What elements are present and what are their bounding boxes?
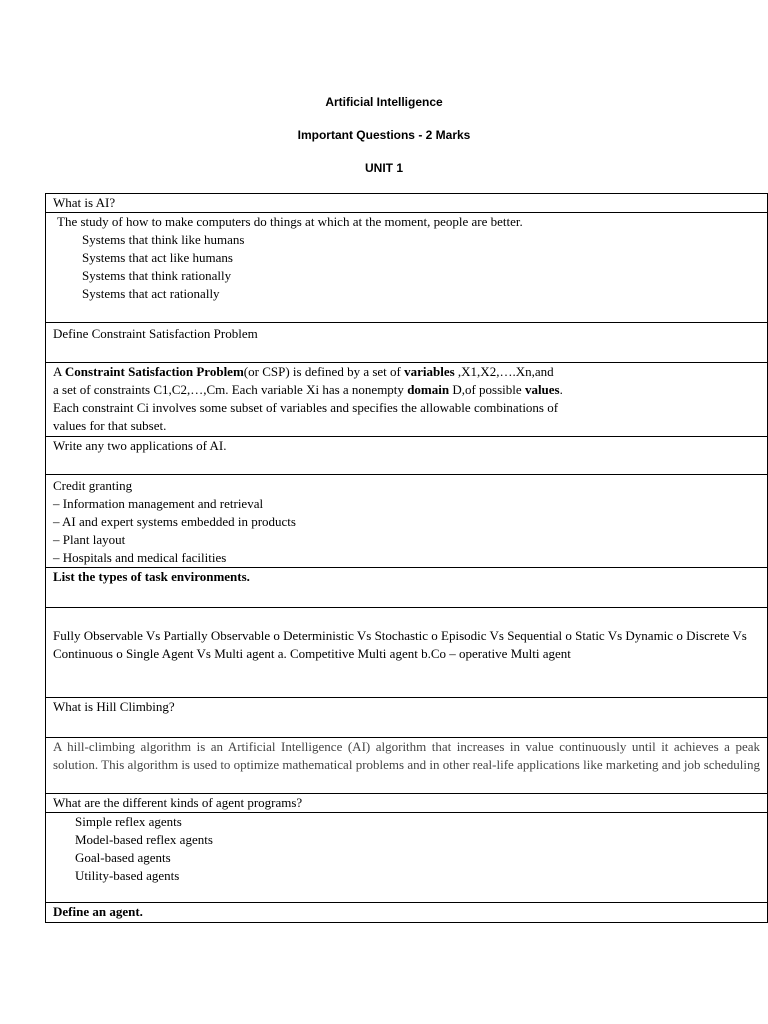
question-text: What is Hill Climbing? (53, 699, 175, 714)
answer-cell (46, 813, 768, 903)
question-cell (46, 323, 768, 363)
list-item: – Plant layout (53, 532, 126, 547)
answer-cell (46, 738, 768, 794)
answer-cell (46, 475, 768, 568)
question-cell (46, 903, 768, 923)
bold-term: values (524, 382, 560, 397)
question-text: Define Constraint Satisfaction Problem (53, 326, 258, 341)
question-cell (46, 794, 768, 813)
document-title: Artificial Intelligence (325, 95, 443, 109)
answer-line: values for that subset. (53, 418, 167, 433)
bold-term: variables (404, 364, 455, 379)
question-text: What are the different kinds of agent programs? (53, 795, 303, 810)
bold-term: Constraint Satisfaction Problem (64, 364, 244, 379)
question-cell (46, 698, 768, 738)
list-item: Systems that think rationally (82, 268, 232, 283)
question-cell (46, 568, 768, 608)
table-row (46, 813, 768, 903)
answer-line (53, 363, 760, 381)
table-row (46, 213, 768, 323)
text-run: D,of possible (449, 382, 525, 397)
table-row (46, 608, 768, 698)
list-item: Systems that think like humans (82, 232, 245, 247)
list-item: – Hospitals and medical facilities (53, 550, 227, 565)
answer-intro: The study of how to make computers do things at which at the moment, people are better. (57, 214, 523, 229)
text-run: ,X1,X2,….Xn,and (454, 364, 554, 379)
list-item: Simple reflex agents (75, 814, 182, 829)
answer-line: Each constraint Ci involves some subset of variables and specifies the allowable combinations of (53, 400, 559, 415)
question-text: Write any two applications of AI. (53, 438, 227, 453)
text-run: . (559, 382, 563, 397)
text-run: A (53, 364, 65, 379)
answer-line (53, 381, 760, 399)
table-row (46, 903, 768, 923)
question-text: What is AI? (53, 195, 116, 210)
document-subtitle: Important Questions - 2 Marks (297, 128, 471, 142)
list-item: Systems that act like humans (82, 250, 233, 265)
table-row (46, 698, 768, 738)
questions-table (45, 193, 768, 923)
table-row (46, 794, 768, 813)
table-row (46, 437, 768, 475)
question-text: Define an agent. (53, 904, 143, 919)
list-item: Goal-based agents (75, 850, 171, 865)
list-item: Systems that act rationally (82, 286, 220, 301)
answer-text: A hill-climbing algorithm is an Artificial Intelligence (AI) algorithm that increases in value continuously until it achieves a peak solution. This algorithm is used to optimize mathematical problems and in other real-life applications like marketing and job scheduling (53, 739, 761, 772)
table-row (46, 363, 768, 437)
table-row (46, 194, 768, 213)
text-run: a set of constraints C1,C2,…,Cm. Each variable Xi has a nonempty (53, 382, 408, 397)
question-cell (46, 194, 768, 213)
list-item: Utility-based agents (75, 868, 180, 883)
list-item: – AI and expert systems embedded in products (53, 514, 296, 529)
bold-term: domain (407, 382, 450, 397)
table-row (46, 475, 768, 568)
table-row (46, 323, 768, 363)
unit-heading: UNIT 1 (364, 161, 403, 175)
answer-cell (46, 608, 768, 698)
answer-cell (46, 213, 768, 323)
question-text: List the types of task environments. (53, 569, 250, 584)
table-row (46, 738, 768, 794)
question-cell (46, 437, 768, 475)
list-item: Credit granting (53, 478, 133, 493)
answer-text: Fully Observable Vs Partially Observable o Deterministic Vs Stochastic o Episodic Vs Sequential o Static Vs Dynamic o Discrete Vs Continuous o Single Agent Vs Multi agent a. Competitive Multi agent b.Co – operative Multi agent (53, 628, 747, 661)
list-item: – Information management and retrieval (53, 496, 264, 511)
answer-cell (46, 363, 768, 437)
table-row (46, 568, 768, 608)
list-item: Model-based reflex agents (75, 832, 213, 847)
text-run: (or CSP) is defined by a set of (243, 364, 405, 379)
